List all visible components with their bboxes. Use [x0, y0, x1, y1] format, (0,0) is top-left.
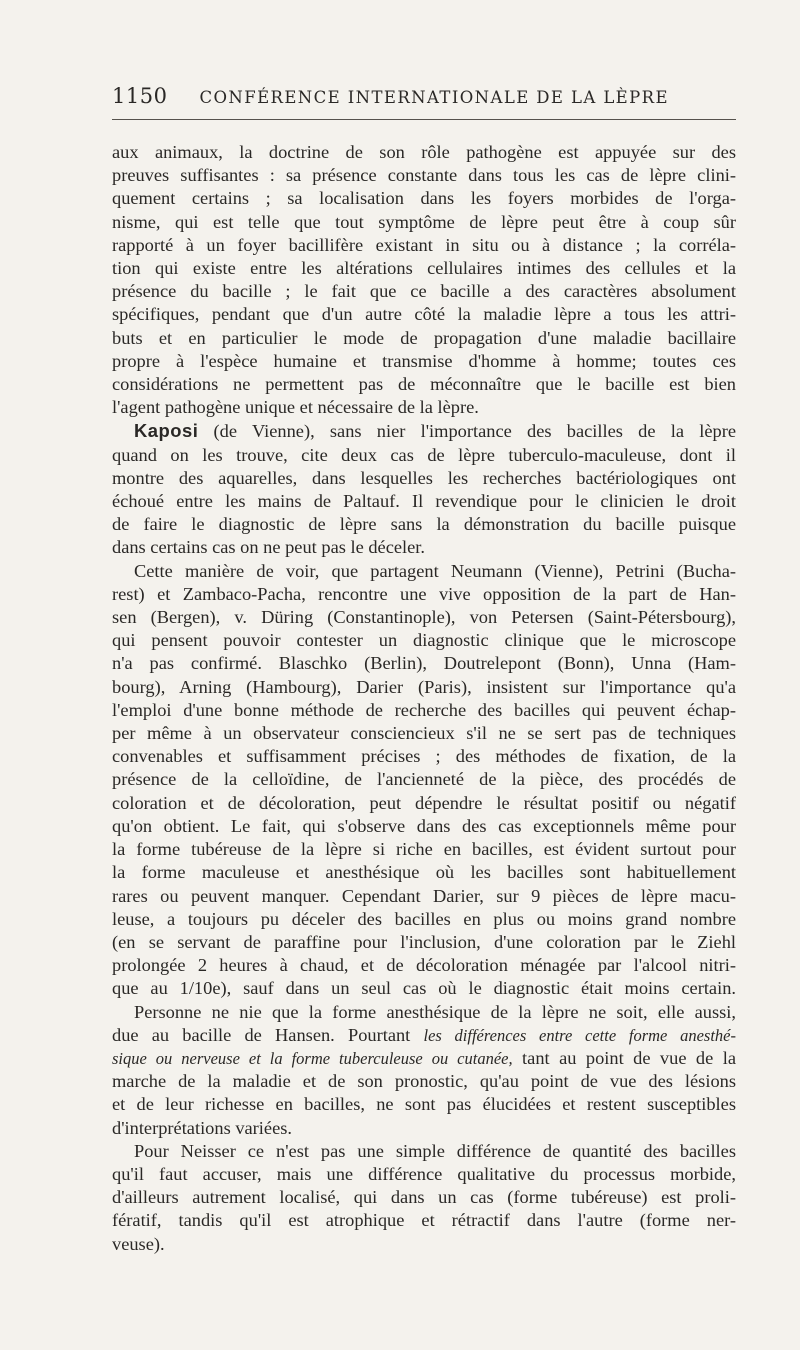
text-line: n'a pas confirmé. Blaschko (Berlin), Doutrelepont (Bonn), Unna (Ham- — [112, 653, 736, 674]
text-line: que au 1/10e), sauf dans un seul cas où le diagnostic était moins certain. — [112, 978, 736, 999]
text-line: la forme tubéreuse de la lèpre si riche en bacilles, est évident surtout pour — [112, 839, 736, 860]
text-line — [112, 419, 736, 443]
text-line: qu'il faut accuser, mais une différence qualitative du processus morbide, — [112, 1163, 736, 1184]
page-header — [112, 84, 736, 108]
text-line: bourg), Arning (Hambourg), Darier (Paris), insistent sur l'importance qu'a — [112, 676, 736, 697]
text-line: convenables et suffisamment précises ; des méthodes de fixation, de la — [112, 746, 736, 767]
text-line: présence de la celloïdine, de l'ancienneté de la pièce, des procédés de — [112, 769, 736, 790]
text-line: rest) et Zambaco-Pacha, rencontre une vive opposition de la part de Han- — [112, 583, 736, 604]
text-line: (en se servant de paraffine pour l'inclusion, d'une coloration par le Ziehl — [112, 931, 736, 952]
text-line: qui pensent pouvoir contester un diagnostic clinique que le microscope — [112, 630, 736, 651]
text-line: l'agent pathogène unique et nécessaire de la lèpre. — [112, 397, 479, 418]
body-text — [112, 141, 736, 1256]
text-line: spécifiques, pendant que d'un autre côté la maladie lèpre a tous les attri- — [112, 304, 736, 325]
paragraph-kaposi — [112, 419, 736, 559]
text-fragment: (de Vienne), sans nier l'importance des bacilles de la lèpre — [198, 421, 736, 442]
text-line: propre à l'espèce humaine et transmise d'homme à homme; toutes ces — [112, 350, 736, 371]
text-line: tion qui existe entre les altérations cellulaires intimes des cellules et la — [112, 258, 736, 279]
text-line — [112, 1024, 736, 1047]
text-line: d'ailleurs autrement localisé, qui dans un cas (forme tubéreuse) est proli- — [112, 1187, 736, 1208]
text-line: montre des aquarelles, dans lesquelles les recherches bactériologiques ont — [112, 467, 736, 488]
text-line: veuse). — [112, 1233, 165, 1254]
header-rule — [112, 119, 736, 120]
text-line: la forme maculeuse et anesthésique où les bacilles sont habituellement — [112, 862, 736, 883]
text-line: échoué entre les mains de Paltauf. Il revendique pour le clinicien le droit — [112, 491, 736, 512]
text-line: d'interprétations variées. — [112, 1117, 293, 1138]
text-fragment: due au bacille de Hansen. Pourtant — [112, 1024, 424, 1045]
text-line: quand on les trouve, cite deux cas de lèpre tuberculo-maculeuse, dont il — [112, 444, 736, 465]
text-line: buts et en particulier le mode de propagation d'une maladie bacillaire — [112, 327, 736, 348]
author-name: Kaposi — [134, 420, 199, 442]
text-line: et de leur richesse en bacilles, ne sont pas élucidées et restent susceptibles — [112, 1094, 736, 1115]
text-line: per même à un observateur consciencieux s'il ne se sert pas de techniques — [112, 723, 736, 744]
paragraph-4 — [112, 1001, 736, 1140]
text-line: considérations ne permettent pas de méconnaître que le bacille est bien — [112, 374, 736, 395]
running-title: CONFÉRENCE INTERNATIONALE DE LA LÈPRE — [199, 88, 669, 107]
text-line: Cette manière de voir, que partagent Neumann (Vienne), Petrini (Bucha- — [134, 560, 736, 581]
paragraph-3 — [112, 560, 736, 1001]
text-line: dans certains cas on ne peut pas le déceler. — [112, 537, 426, 558]
paragraph-5 — [112, 1140, 736, 1256]
text-line: fératif, tandis qu'il est atrophique et rétractif dans l'autre (forme ner- — [112, 1210, 736, 1231]
text-line: Pour Neisser ce n'est pas une simple différence de quantité des bacilles — [134, 1140, 736, 1161]
text-line: rapporté à un foyer bacillifère existant in situ ou à distance ; la corréla- — [112, 234, 736, 255]
text-line: rares ou peuvent manquer. Cependant Darier, sur 9 pièces de lèpre macu- — [112, 885, 736, 906]
text-line: qu'on obtient. Le fait, qui s'observe dans des cas exceptionnels même pour — [112, 815, 736, 836]
text-line — [112, 1047, 736, 1070]
text-line: quement certains ; sa localisation dans les foyers morbides de l'orga- — [112, 188, 736, 209]
text-line: sen (Bergen), v. Düring (Constantinople), von Petersen (Saint-Pétersbourg), — [112, 607, 736, 628]
text-fragment: tant au point de vue de la — [512, 1047, 737, 1068]
text-line: marche de la maladie et de son pronostic, qu'au point de vue des lésions — [112, 1071, 736, 1092]
text-line: prolongée 2 heures à chaud, et de décoloration ménagée par l'alcool nitri- — [112, 955, 736, 976]
italic-fragment: les différences entre cette forme anesthé- — [423, 1025, 736, 1045]
page-number: 1150 — [112, 84, 168, 108]
text-line: l'emploi d'une bonne méthode de recherche des bacilles qui peuvent échap- — [112, 699, 736, 720]
text-line: présence du bacille ; le fait que ce bacille a des caractères absolument — [112, 281, 736, 302]
text-line: leuse, a toujours pu déceler des bacilles en plus ou moins grand nombre — [112, 908, 736, 929]
text-line: coloration et de décoloration, peut dépendre le résultat positif ou négatif — [112, 792, 736, 813]
text-line: nisme, qui est telle que tout symptôme de lèpre peut être à coup sûr — [112, 211, 736, 232]
text-line: aux animaux, la doctrine de son rôle pathogène est appuyée sur des — [112, 142, 736, 162]
text-line: de faire le diagnostic de lèpre sans la démonstration du bacille puisque — [112, 514, 736, 535]
paragraph-1 — [112, 141, 736, 419]
italic-fragment: sique ou nerveuse et la forme tuberculeuse ou cutanée, — [112, 1048, 513, 1068]
text-line: Personne ne nie que la forme anesthésique de la lèpre ne soit, elle aussi, — [134, 1001, 736, 1022]
text-line: preuves suffisantes : sa présence constante dans tous les cas de lèpre clini- — [112, 165, 736, 186]
